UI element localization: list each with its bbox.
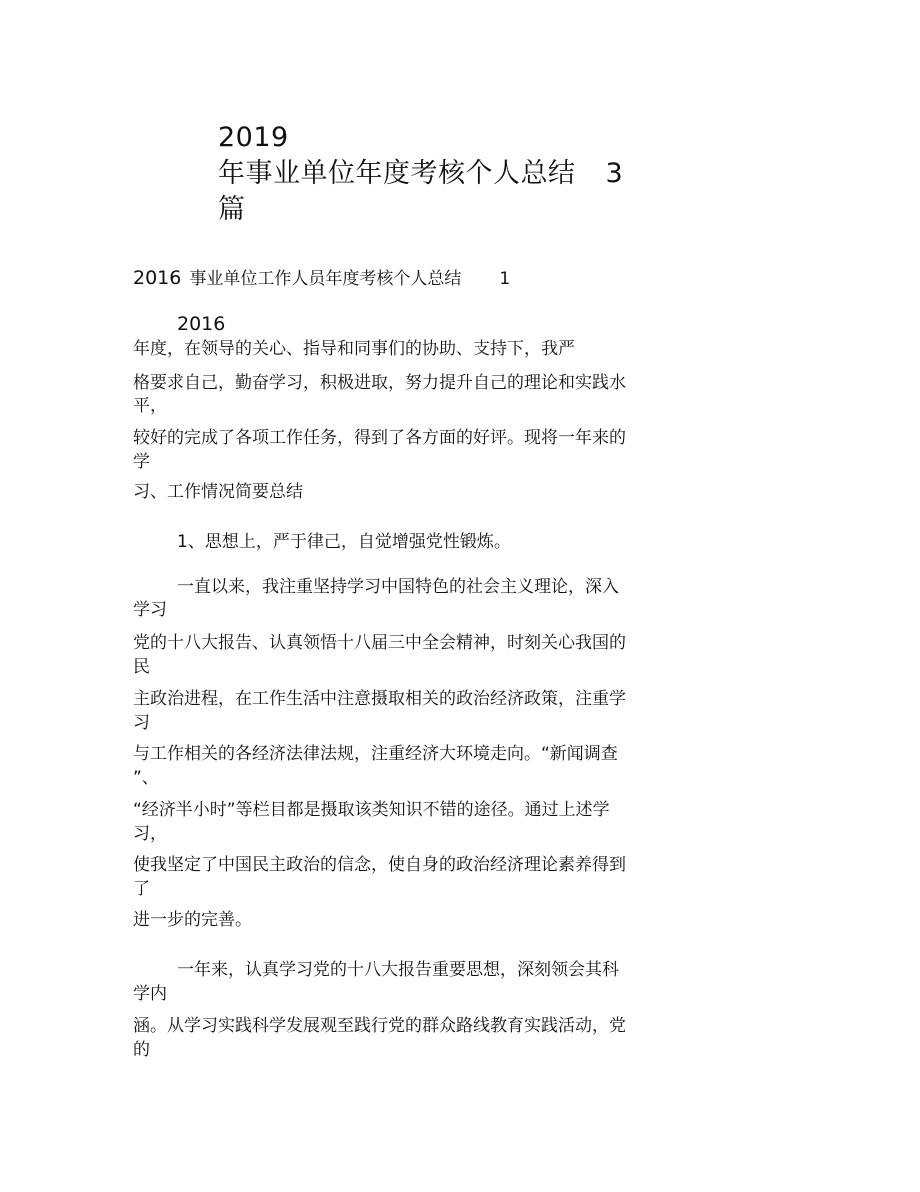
body-line: ”、 <box>133 768 159 788</box>
body-line: 学内 <box>133 984 167 1004</box>
body-line: 与工作相关的各经济法律法规，注重经济大环境走向。“新闻调查 <box>133 744 618 764</box>
section-heading <box>133 265 510 292</box>
body-line: 涵。从学习实践科学发展观至践行党的群众路线教育实践活动，党 <box>133 1016 626 1036</box>
title-count: 3 <box>605 158 624 189</box>
title-main-line <box>218 156 688 192</box>
section-heading-number: 1 <box>499 269 511 289</box>
section-heading-year: 2016 <box>133 267 182 289</box>
body-line: 习、工作情况简要总结 <box>133 482 303 502</box>
body-line: 一直以来，我注重坚持学习中国特色的社会主义理论，深入 <box>177 577 619 597</box>
body-line: 平， <box>133 396 167 416</box>
section-point-heading: 1、思想上，严于律己，自觉增强党性锻炼。 <box>177 532 511 552</box>
body-year: 2016 <box>177 313 226 335</box>
body-line: 的 <box>133 1040 150 1060</box>
body-line: 较好的完成了各项工作任务，得到了各方面的好评。现将一年来的 <box>133 428 626 448</box>
body-line: 年度，在领导的关心、指导和同事们的协助、支持下，我严 <box>133 339 575 359</box>
body-line: 学 <box>133 452 150 472</box>
title-year: 2019 <box>218 122 289 153</box>
body-line: 习， <box>133 824 167 844</box>
body-line: 学习 <box>133 600 167 620</box>
body-line: 一年来，认真学习党的十八大报告重要思想，深刻领会其科 <box>177 960 619 980</box>
body-line: 党的十八大报告、认真领悟十八届三中全会精神，时刻关心我国的 <box>133 633 626 653</box>
section-heading-text: 事业单位工作人员年度考核个人总结 <box>189 269 462 289</box>
document-title <box>218 120 688 228</box>
body-line: 习 <box>133 713 150 733</box>
title-main-text: 年事业单位年度考核个人总结 <box>218 158 576 189</box>
body-line: 格要求自己，勤奋学习，积极进取，努力提升自己的理论和实践水 <box>133 373 626 393</box>
body-line: 主政治进程，在工作生活中注意摄取相关的政治经济政策，注重学 <box>133 689 626 709</box>
body-line: 进一步的完善。 <box>133 910 252 930</box>
body-line: 了 <box>133 879 150 899</box>
body-line: 使我坚定了中国民主政治的信念，使自身的政治经济理论素养得到 <box>133 855 626 875</box>
title-suffix: 篇 <box>218 194 246 225</box>
body-line: “经济半小时”等栏目都是摄取该类知识不错的途径。通过上述学 <box>133 800 610 820</box>
body-line: 民 <box>133 657 150 677</box>
